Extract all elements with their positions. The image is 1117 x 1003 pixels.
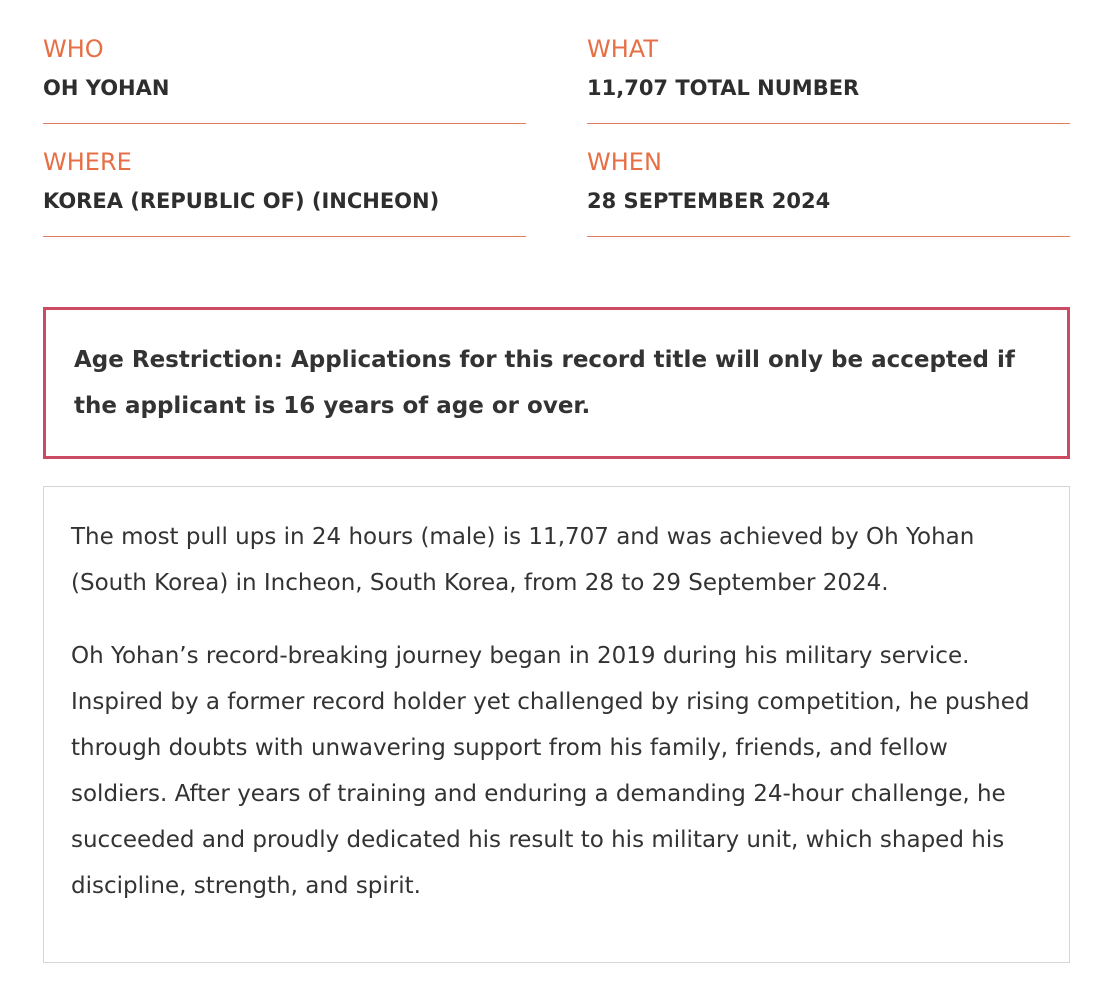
- fact-where-value: KOREA (REPUBLIC OF) (INCHEON): [43, 189, 440, 213]
- fact-when-value: 28 SEPTEMBER 2024: [587, 189, 831, 213]
- fact-where-label: WHERE: [43, 148, 132, 176]
- fact-when: [587, 143, 1070, 237]
- fact-when-label: WHEN: [587, 148, 662, 176]
- fact-what-value: 11,707 TOTAL NUMBER: [587, 76, 860, 100]
- record-description: [43, 486, 1070, 963]
- description-paragraph-1: The most pull ups in 24 hours (male) is 11,707 and was achieved by Oh Yohan (South Korea) in Incheon, South Korea, from 28 to 29 September 2024.: [71, 524, 975, 596]
- fact-what: [587, 30, 1070, 124]
- age-restriction-notice: [43, 307, 1070, 459]
- fact-what-label: WHAT: [587, 35, 658, 63]
- fact-who-label: WHO: [43, 35, 104, 63]
- fact-who: [43, 30, 526, 124]
- fact-who-value: OH YOHAN: [43, 76, 170, 100]
- fact-where: [43, 143, 526, 237]
- age-restriction-text: Age Restriction: Applications for this record title will only be accepted if the applicant is 16 years of age or over.: [74, 347, 1015, 419]
- description-paragraph-2: Oh Yohan’s record-breaking journey began in 2019 during his military service. Inspired by a former record holder yet challenged by rising competition, he pushed through doubts with unwavering support from his family, friends, and fellow soldiers. After years of training and enduring a demanding 24-hour challenge, he succeeded and proudly dedicated his result to his military unit, which shaped his discipline, strength, and spirit.: [71, 643, 1030, 899]
- record-facts-grid: [43, 30, 1070, 237]
